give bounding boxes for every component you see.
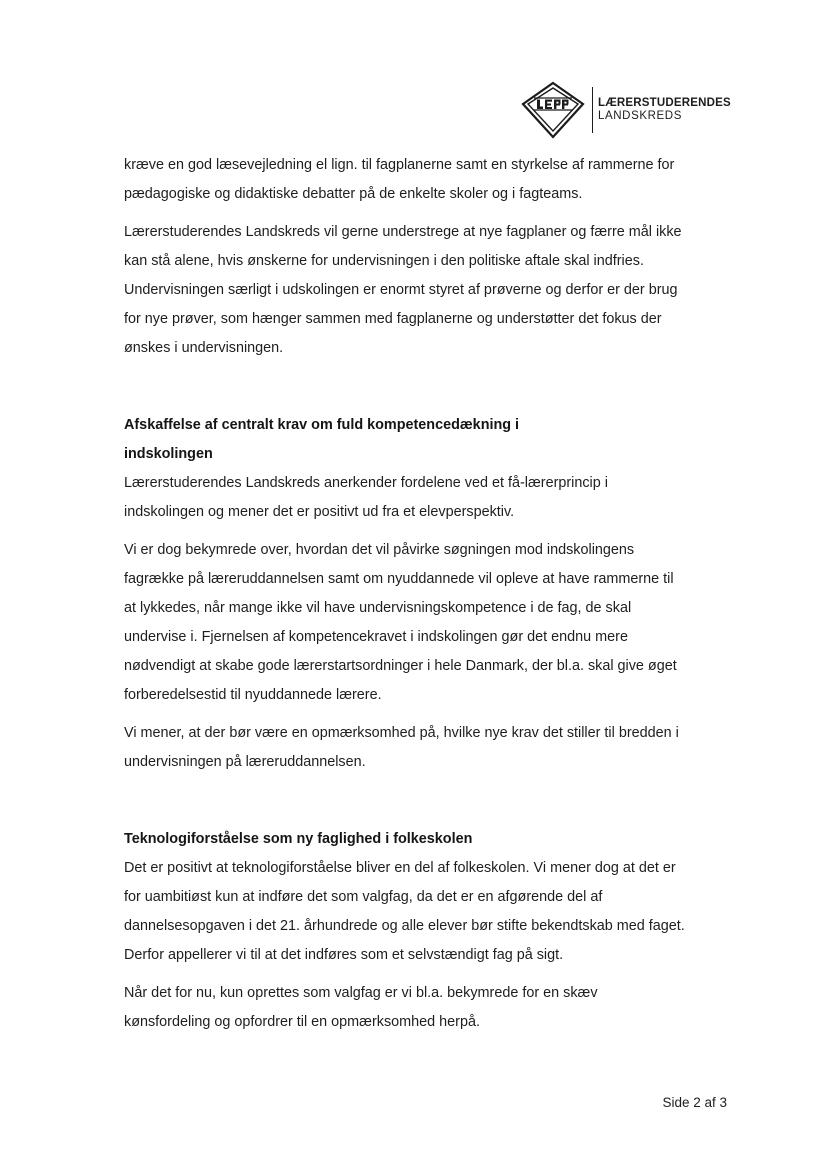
text-line: ønskes i undervisningen. xyxy=(124,340,284,356)
text-line: Undervisningen særligt i udskolingen er enormt styret af prøverne og derfor er der brug xyxy=(124,282,678,298)
text-line: Det er positivt at teknologiforståelse bliver en del af folkeskolen. Vi mener dog at det er xyxy=(124,860,676,876)
paragraph xyxy=(124,719,744,777)
text-line: dannelsesopgaven i det 21. århundrede og alle elever bør stifte bekendtskab med faget. xyxy=(124,918,685,934)
text-line: Lærerstuderendes Landskreds vil gerne understrege at nye fagplaner og færre mål ikke xyxy=(124,224,682,240)
text-line: Vi mener, at der bør være en opmærksomhed på, hvilke nye krav det stiller til bredden i xyxy=(124,725,679,741)
text-line: fagrække på læreruddannelsen samt om nyuddannede vil opleve at have rammerne til xyxy=(124,571,674,587)
paragraph xyxy=(124,218,744,363)
text-line: undervisningen på læreruddannelsen. xyxy=(124,754,366,770)
text-line: indskolingen og mener det er positivt ud fra et elevperspektiv. xyxy=(124,504,515,520)
logo-subtitle: LANDSKREDS xyxy=(598,110,682,122)
logo-divider xyxy=(592,87,593,133)
heading-line: Teknologiforståelse som ny faglighed i folkeskolen xyxy=(124,831,473,847)
diamond-logo-icon xyxy=(520,80,586,140)
text-line: Når det for nu, kun oprettes som valgfag er vi bl.a. bekymrede for en skæv xyxy=(124,985,598,1001)
text-line: for uambitiøst kun at indføre det som valgfag, da det er en afgørende del af xyxy=(124,889,603,905)
heading-line: Afskaffelse af centralt krav om fuld kompetencedækning i xyxy=(124,417,520,433)
section-spacer xyxy=(124,786,744,825)
text-line: at lykkedes, når mange ikke vil have undervisningskompetence i de fag, de skal xyxy=(124,600,632,616)
text-line: kan stå alene, hvis ønskerne for undervisningen i den politiske aftale skal indfries. xyxy=(124,253,644,269)
section-heading xyxy=(124,411,744,469)
section-spacer xyxy=(124,372,744,411)
text-line: kræve en god læsevejledning el lign. til fagplanerne samt en styrkelse af rammerne for xyxy=(124,157,675,173)
text-line: for nye prøver, som hænger sammen med fagplanerne og understøtter det fokus der xyxy=(124,311,662,327)
document-body xyxy=(124,151,744,1046)
text-line: pædagogiske og didaktiske debatter på de enkelte skoler og i fagteams. xyxy=(124,186,583,202)
paragraph xyxy=(124,469,744,527)
organization-logo xyxy=(520,80,731,140)
page-number: Side 2 af 3 xyxy=(662,1095,727,1110)
text-line: kønsfordeling og opfordrer til en opmærksomhed herpå. xyxy=(124,1014,480,1030)
paragraph xyxy=(124,151,744,209)
paragraph xyxy=(124,979,744,1037)
text-line: nødvendigt at skabe gode lærerstartsordninger i hele Danmark, der bl.a. skal give øget xyxy=(124,658,677,674)
paragraph xyxy=(124,536,744,710)
paragraph xyxy=(124,854,744,970)
heading-line: indskolingen xyxy=(124,446,213,462)
logo-text xyxy=(598,97,731,123)
section-heading xyxy=(124,825,744,854)
text-line: undervise i. Fjernelsen af kompetencekravet i indskolingen gør det endnu mere xyxy=(124,629,628,645)
text-line: forberedelsestid til nyuddannede lærere. xyxy=(124,687,382,703)
text-line: Vi er dog bekymrede over, hvordan det vil påvirke søgningen mod indskolingens xyxy=(124,542,635,558)
logo-title: LÆRERSTUDERENDES xyxy=(598,97,731,109)
text-line: Derfor appellerer vi til at det indføres som et selvstændigt fag på sigt. xyxy=(124,947,564,963)
text-line: Lærerstuderendes Landskreds anerkender fordelene ved et få-lærerprincip i xyxy=(124,475,608,491)
